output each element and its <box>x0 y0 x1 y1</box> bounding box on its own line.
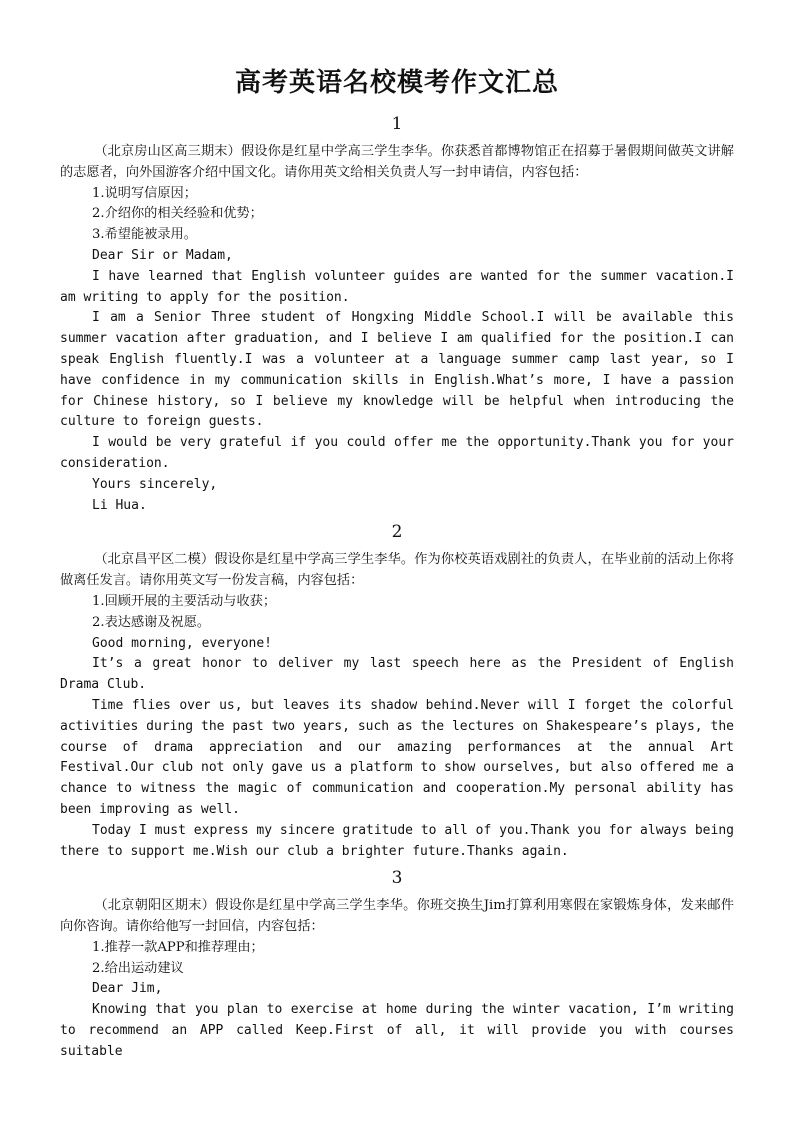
essay-paragraph: I would be very grateful if you could offer me the opportunity.Thank you for your consideration. <box>60 435 734 471</box>
requirement-item: 2.给出运动建议 <box>92 960 184 976</box>
requirement-item: 1.回顾开展的主要活动与收获； <box>92 593 277 609</box>
requirement-item: 1.说明写信原因； <box>92 185 197 201</box>
essay-greeting: Dear Sir or Madam, <box>92 247 233 263</box>
essay-greeting: Dear Jim, <box>92 981 163 997</box>
essay-prompt: （北京房山区高三期末）假设你是红星中学高三学生李华。你获悉首都博物馆正在招募于暑假期间做英文讲解的志愿者，向外国游客介绍中国文化。请你用英文给相关负责人写一封申请信，内容包括： <box>60 144 734 180</box>
document-page <box>60 56 734 1063</box>
essay-paragraph: I am a Senior Three student of Hongxing Middle School.I will be available this summer vacation after graduation, and I believe I am qualified for the position.I can speak English fluently.I was a volunteer at a language summer camp last year, so I have confidence in my communication skills in English.What’s more, I have a passion for Chinese history, so I believe my knowledge will be helpful when introducing the culture to foreign guests. <box>60 310 734 430</box>
essay-prompt: （北京昌平区二模）假设你是红星中学高三学生李华。作为你校英语戏剧社的负责人，在毕业前的活动上你将做离任发言。请你用英文写一份发言稿，内容包括： <box>60 552 734 589</box>
essay-greeting: Good morning, everyone! <box>92 635 273 651</box>
model-essay <box>60 246 734 516</box>
essay-paragraph: Knowing that you plan to exercise at home during the winter vacation, I’m writing to recommend an APP called Keep.First of all, it will provide you with courses suitable <box>60 1002 734 1059</box>
section-number: 2 <box>391 522 403 543</box>
requirement-item: 1.推荐一款APP和推荐理由； <box>92 939 264 955</box>
essay-paragraph: I have learned that English volunteer guides are wanted for the summer vacation.I am writing to apply for the position. <box>60 268 734 305</box>
essay-paragraph: It’s a great honor to deliver my last speech here as the President of English Drama Club. <box>60 656 734 693</box>
requirement-item: 3.希望能被录用。 <box>92 227 197 243</box>
model-essay <box>60 634 734 863</box>
document-title: 高考英语名校模考作文汇总 <box>234 68 559 98</box>
essay-section-2 <box>60 520 734 862</box>
essay-section-1 <box>60 112 734 516</box>
essay-signature: Li Hua. <box>92 497 147 513</box>
essay-paragraph: Time flies over us, but leaves its shadow behind.Never will I forget the colorful activities during the past two years, such as the lectures on Shakespeare’s plays, the course of drama appreciation and our amazing performances at the annual Art Festival.Our club not only gave us a platform to show ourselves, but also offered me a chance to witness the magic of communication and cooperation.My personal ability has been improving as well. <box>60 697 734 817</box>
essay-paragraph: Today I must express my sincere gratitude to all of you.Thank you for always being there to support me.Wish our club a brighter future.Thanks again. <box>60 822 734 859</box>
requirement-item: 2.表达感谢及祝愿。 <box>92 614 211 630</box>
essay-section-3 <box>60 866 734 1062</box>
essay-prompt: （北京朝阳区期末）假设你是红星中学高三学生李华。你班交换生Jim打算利用寒假在家锻炼身体，发来邮件向你咨询。请你给他写一封回信，内容包括： <box>60 898 734 935</box>
model-essay <box>60 979 734 1062</box>
requirement-item: 2.介绍你的相关经验和优势； <box>92 206 263 222</box>
section-number: 3 <box>391 868 403 889</box>
section-number: 1 <box>391 114 403 134</box>
essay-closing: Yours sincerely, <box>92 476 218 492</box>
